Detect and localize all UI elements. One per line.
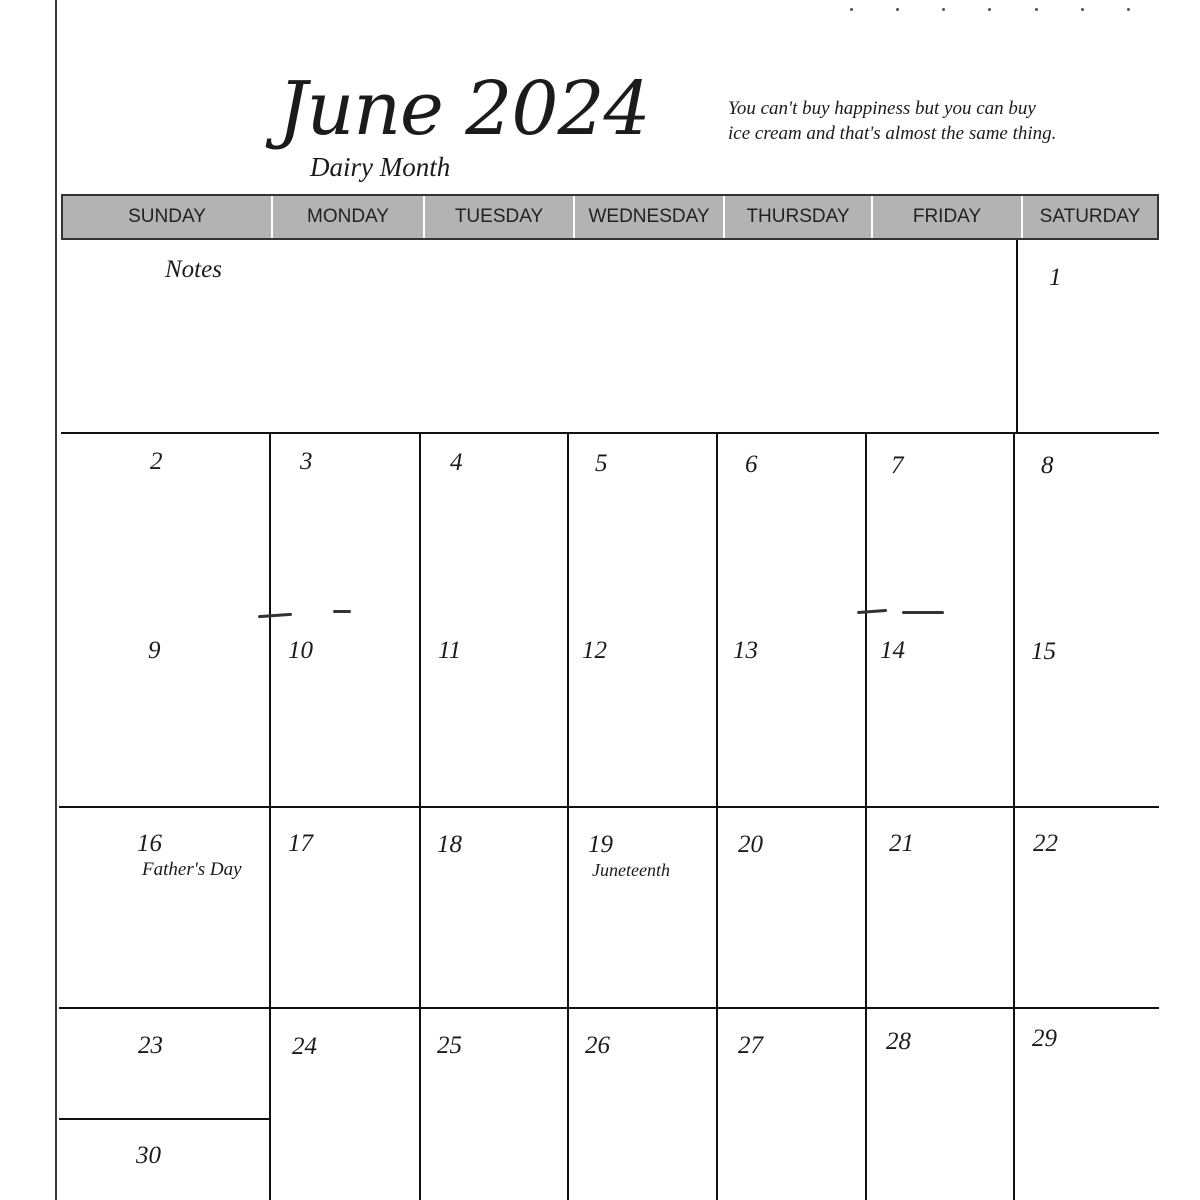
day-number: 3 — [300, 448, 313, 475]
pen-mark — [902, 611, 944, 614]
column-divider — [269, 432, 271, 1200]
day-number: 1 — [1049, 264, 1062, 291]
day-number: 11 — [438, 637, 462, 664]
perforation-dots — [850, 8, 1130, 14]
weekday-friday: FRIDAY — [873, 196, 1023, 238]
weekday-saturday: SATURDAY — [1039, 206, 1141, 227]
weekday-header — [61, 194, 1159, 240]
day-number: 22 — [1033, 830, 1058, 857]
weekday-tuesday: TUESDAY — [425, 196, 575, 238]
column-divider — [1016, 240, 1018, 433]
column-divider — [716, 432, 718, 1200]
day-number: 14 — [880, 637, 905, 664]
pen-mark — [258, 613, 292, 618]
holiday-label: Juneteenth — [592, 860, 670, 880]
day-number: 12 — [582, 637, 607, 664]
day-number: 7 — [891, 452, 904, 479]
day-number: 18 — [437, 831, 462, 858]
day-number: 19 — [588, 831, 613, 858]
day-number: 20 — [738, 831, 763, 858]
weekday-monday: MONDAY — [273, 196, 425, 238]
day-number: 8 — [1041, 452, 1054, 479]
pen-mark — [333, 610, 351, 613]
weekday-thursday: THURSDAY — [725, 196, 873, 238]
day-number: 23 — [138, 1032, 163, 1059]
month-quote: You can't buy happiness but you can buy ice cream and that's almost the same thing. — [728, 98, 1057, 144]
notes-label: Notes — [165, 256, 222, 283]
day-number: 13 — [733, 637, 758, 664]
column-divider — [419, 432, 421, 1200]
day-number: 2 — [150, 448, 163, 475]
pen-mark — [857, 609, 887, 614]
day-number: 28 — [886, 1028, 911, 1055]
day-number: 5 — [595, 450, 608, 477]
row-divider — [61, 432, 1159, 434]
day-number: 26 — [585, 1032, 610, 1059]
column-divider — [1013, 432, 1015, 1200]
holiday-label: Father's Day — [142, 859, 242, 880]
row-divider — [59, 1007, 1159, 1009]
day-number: 16 — [137, 830, 162, 857]
day-number: 27 — [738, 1032, 763, 1059]
day-number: 17 — [288, 830, 313, 857]
day-number: 9 — [148, 637, 161, 664]
day-number: 25 — [437, 1032, 462, 1059]
weekday-sunday: SUNDAY — [63, 196, 273, 238]
day-number: 24 — [292, 1033, 317, 1060]
day-number: 4 — [450, 449, 463, 476]
day-number: 6 — [745, 451, 758, 478]
column-divider — [865, 432, 867, 1200]
day-number: 30 — [136, 1142, 161, 1169]
day-number: 29 — [1032, 1025, 1057, 1052]
page-edge — [55, 0, 57, 1200]
month-title: June 2024 — [278, 66, 650, 152]
day-number: 21 — [889, 830, 914, 857]
row-divider — [59, 1118, 270, 1120]
month-subtitle: Dairy Month — [310, 152, 451, 182]
day-number: 15 — [1031, 638, 1056, 665]
day-number: 10 — [288, 637, 313, 664]
column-divider — [567, 432, 569, 1200]
row-divider — [59, 806, 1159, 808]
weekday-wednesday: WEDNESDAY — [575, 196, 725, 238]
